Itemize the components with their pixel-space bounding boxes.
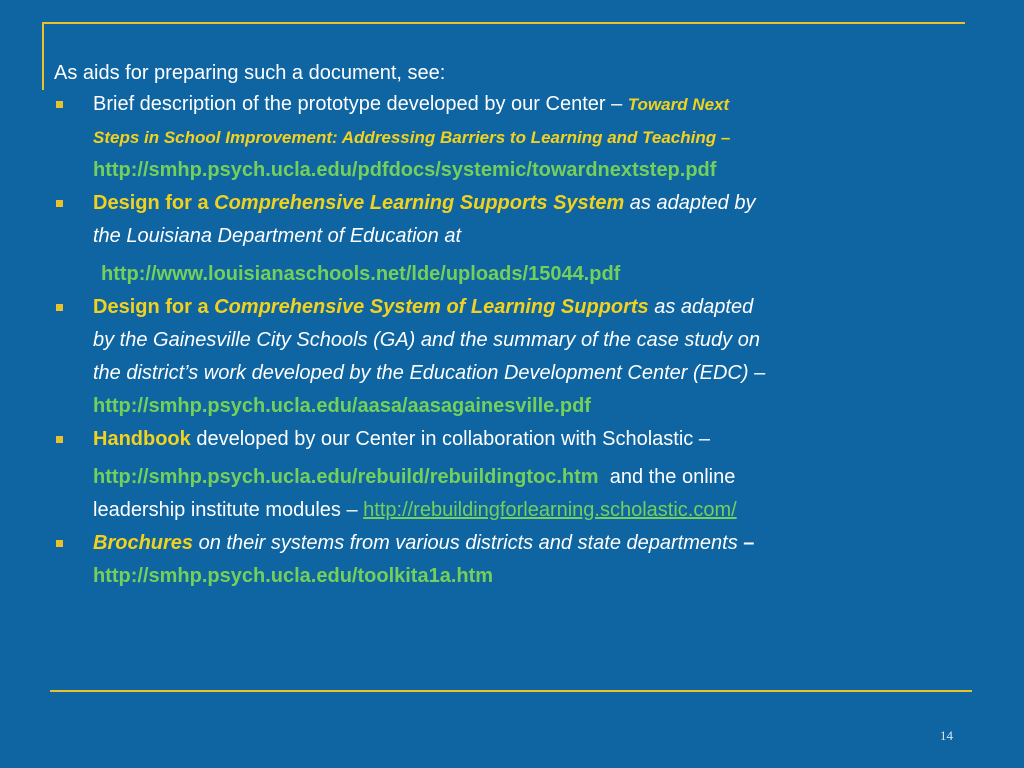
slide-content (54, 58, 959, 593)
item-link[interactable]: http://smhp.psych.ucla.edu/toolkita1a.htm (93, 565, 494, 587)
square-bullet-icon (56, 436, 63, 443)
item-text-continued: by the Gainesville City Schools (GA) and the summary of the case study on (93, 329, 760, 351)
square-bullet-icon (56, 200, 63, 207)
item-title: Comprehensive Learning Supports System (214, 192, 625, 214)
list-item (54, 291, 959, 423)
item-text: leadership institute modules – (93, 499, 364, 521)
frame-top-rule (42, 22, 965, 24)
item-title: Comprehensive System of Learning Supports (214, 296, 649, 318)
square-bullet-icon (56, 304, 63, 311)
item-title: Toward Next (627, 95, 730, 114)
item-text-continued: the Louisiana Department of Education at (93, 225, 462, 247)
page-number: 14 (940, 728, 953, 743)
item-lead: Design for a (93, 192, 215, 214)
item-lead: Design for a (93, 296, 215, 318)
item-link[interactable]: http://smhp.psych.ucla.edu/pdfdocs/systemic/towardnextstep.pdf (93, 159, 717, 181)
item-text: Brief description of the prototype developed by our Center – (93, 93, 628, 115)
list-item (54, 88, 959, 187)
item-text: on their systems from various districts and state departments (193, 532, 744, 554)
intro-text: As aids for preparing such a document, see: (54, 62, 446, 84)
list-item (54, 527, 959, 593)
frame-left-rule (42, 22, 44, 90)
list-item (54, 423, 959, 527)
frame-bottom-rule (50, 690, 972, 692)
item-link[interactable]: http://smhp.psych.ucla.edu/aasa/aasagainesville.pdf (93, 395, 591, 417)
item-text: as adapted (648, 296, 754, 318)
square-bullet-icon (56, 540, 63, 547)
item-lead: Handbook (93, 428, 191, 450)
square-bullet-icon (56, 101, 63, 108)
resource-list (54, 88, 959, 593)
item-link[interactable]: http://smhp.psych.ucla.edu/rebuild/rebuildingtoc.htm (93, 466, 599, 488)
item-text: developed by our Center in collaboration with Scholastic – (190, 428, 710, 450)
item-link-underlined[interactable]: http://rebuildingforlearning.scholastic.com/ (363, 499, 737, 521)
item-title-continued: Steps in School Improvement: Addressing Barriers to Learning and Teaching – (93, 128, 731, 147)
item-text: and the online (598, 466, 736, 488)
item-link[interactable]: http://www.louisianaschools.net/lde/uploads/15044.pdf (101, 263, 621, 285)
item-lead: Brochures (93, 532, 194, 554)
item-text: as adapted by (624, 192, 756, 214)
item-dash: – (743, 532, 755, 554)
list-item (54, 187, 959, 291)
item-text-continued: the district’s work developed by the Education Development Center (EDC) – (93, 362, 766, 384)
